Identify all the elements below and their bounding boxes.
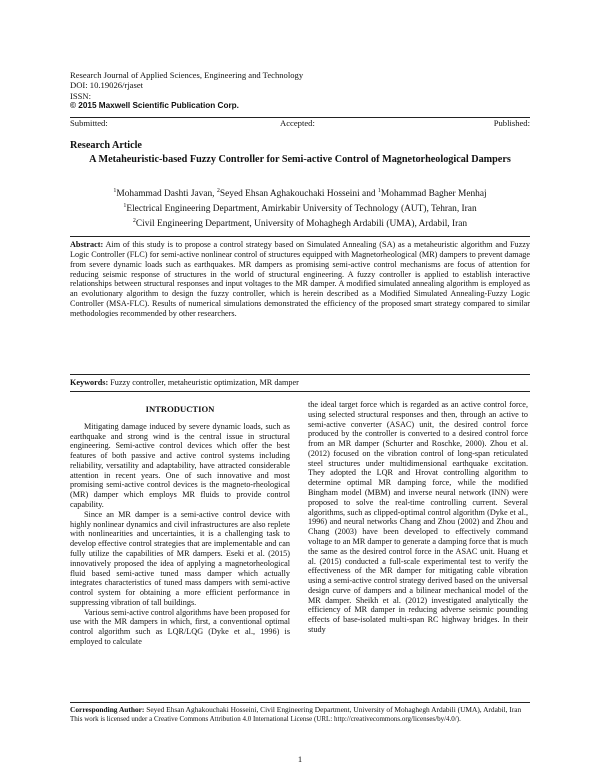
article-type: Research Article — [70, 140, 142, 151]
keywords-text: Fuzzy controller, metaheuristic optimization, MR damper — [108, 378, 299, 387]
body-column-left — [70, 400, 290, 647]
submission-dates — [70, 117, 530, 129]
journal-doi: DOI: 10.19026/rjaset — [70, 80, 144, 91]
submitted-label: Submitted: — [70, 118, 108, 128]
paper-title: A Metaheuristic-based Fuzzy Controller for Semi-active Control of Magnetorheological Dampers — [89, 154, 511, 165]
corresponding-author — [70, 705, 530, 714]
affiliation-sup: 2 — [132, 218, 136, 225]
section-heading: INTRODUCTION — [145, 404, 215, 414]
author-name: Mohammad Dashti Javan, — [116, 189, 217, 200]
affiliation-text: Electrical Engineering Department, Amirkabir University of Technology (AUT), Tehran, Iran — [126, 204, 477, 215]
journal-name: Research Journal of Applied Sciences, Engineering and Technology — [70, 70, 304, 80]
page-number: 1 — [297, 754, 303, 764]
body-column-right — [308, 400, 528, 635]
author-sup: 1 — [113, 188, 117, 194]
author-block — [70, 185, 530, 230]
body-paragraph: Since an MR damper is a semi-active control device with highly nonlinear dynamics and civil infrastructures are also replete with nonlinearities and uncertainties, it is a challenging task to develop effective control strategies that are implementable and can fully utilize the capabilities of MR dampers. Eseki et al. (2015) innovatively proposed the idea of applying a magnetorheological fluid based semi-active tuned mass damper which actually integrates characteristics of tuned mass dampers with semi-active control system for obtaining a more efficient performance in suppressing vibration of tall buildings. — [70, 509, 290, 607]
affiliation — [70, 215, 530, 230]
affiliation — [70, 200, 530, 215]
accepted-label: Accepted: — [280, 118, 315, 128]
abstract — [70, 236, 530, 319]
keywords — [70, 374, 530, 392]
journal-header — [70, 70, 530, 112]
affiliation-sup: 1 — [123, 203, 127, 210]
author-sup: 2 — [216, 188, 220, 194]
affiliation-text: Civil Engineering Department, University of Mohaghegh Ardabili (UMA), Ardabil, Iran — [135, 219, 468, 230]
corresponding-text: Seyed Ehsan Aghakouchaki Hosseini, Civil Engineering Department, University of Mohaghegh Ardabili (UMA), Ardabil, Iran — [144, 705, 522, 714]
abstract-text: Aim of this study is to propose a control strategy based on Simulated Annealing (SA) as a metaheuristic algorithm and Fuzzy Logic Controller (FLC) for semi-active nonlinear control of structures equipped with Magnetorheological (MR) dampers to prevent damage from severe dynamic loads such as earthquakes. MR dampers as promising semi-active control mechanisms are focus of attention for reducing seismic response of structures in the world of structural engineering. A fuzzy controller is applied to establish interactive relationships between structural responses and input voltages to the MR damper. A modified simulated annealing algorithm is employed as an evolutionary algorithm to design the fuzzy controller, which is herein described as a Modified Simulated Annealing-Fuzzy Logic Controller (MSA-FLC). Results of numerical simulations demonstrated the efficiency of the proposed smart strategy compared to similar methodologies recommended by other researchers. — [70, 240, 530, 318]
published-label: Published: — [493, 118, 530, 128]
body-paragraph: Various semi-active control algorithms have been proposed for use with the MR dampers in which, first, a conventional optimal control algorithm such as LQR/LQG (Dyke et al., 1996) is employed to calculate — [70, 607, 290, 646]
copyright-line: © 2015 Maxwell Scientific Publication Corp. — [70, 101, 239, 111]
journal-issn: ISSN: — [70, 90, 92, 101]
license-notice: This work is licensed under a Creative Commons Attribution 4.0 International License (URL: http://creativecommons.org/licenses/by/4.0/). — [70, 715, 461, 724]
body-paragraph: Mitigating damage induced by severe dynamic loads, such as earthquake and strong wind is the central issue in structural engineering. Semi-active control devices which offer the best features of both passive and active control systems including reliability, versatility and adaptability, have attracted considerable attention in recent years. One of such innovative and most promising semi-active control devices is the magneto-rheological (MR) damper which employs MR fluids to provide control capability. — [70, 421, 290, 510]
author-name: Mohammad Bagher Menhaj — [380, 189, 487, 200]
footer — [70, 702, 530, 724]
author-list — [70, 185, 530, 200]
keywords-label: Keywords: — [70, 378, 109, 387]
body-paragraph: the ideal target force which is regarded as an active control force, using selected structural responses and then, through an active to semi-active converter (ASAC) unit, the desired control force produced by the controller is converted to a desired control force from an MR damper (Schurter and Roschke, 2000). Zhou et al. (2012) focused on the vibration control of long-span reticulated steel structures under multidimensional earthquake excitation. They adopted the LQR and Hrovat controlling algorithm to determine optimal MR damping force, while the modified Bingham model (MBM) and inverse neural network (INN) were proposed to solve the real-time controlling current. Several algorithms, such as clipped-optimal control algorithm (Dyke et al., 1996) and neural networks Chang and Zhou (2002) and Zhou and Chang (2003) have been developed to effectively command voltage to an MR damper to generate a damping force that is much the same as the desired control force in the ASAC unit. Huang et al. (2015) conducted a full-scale experimental test to verify the effectiveness of the MR damper for mitigating cable vibration using a semi-active control strategy derived based on the universal design curve of dampers and a bilinear mechanical model of the MR damper. Sheikh et al. (2012) investigated analytically the efficiency of MR damper in reducing adverse seismic pounding effects of base-isolated multi-span RC highway bridges. In their study — [308, 400, 528, 634]
abstract-label: Abstract: — [70, 240, 104, 249]
corresponding-label: Corresponding Author: — [70, 705, 145, 714]
author-sup: 1 — [377, 188, 381, 194]
author-name: Seyed Ehsan Aghakouchaki Hosseini and — [219, 189, 378, 200]
